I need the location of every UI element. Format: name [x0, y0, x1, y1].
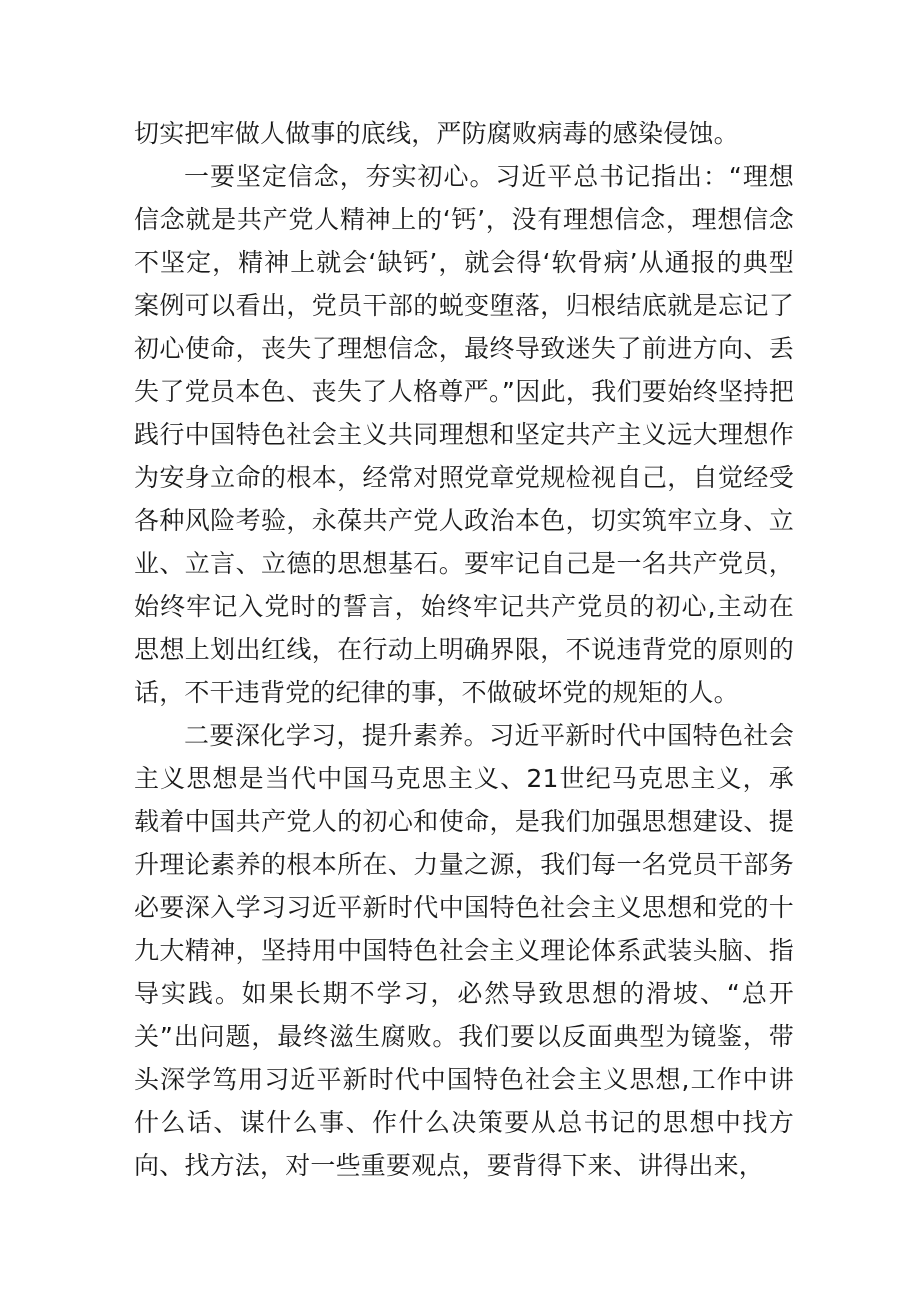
- document-body: [134, 112, 794, 1187]
- paragraph-firm-belief: 一要坚定信念，夯实初心。习近平总书记指出：“理想信念就是共产党人精神上的‘钙’，没有理想信念，理想信念不坚定，精神上就会‘缺钙’，就会得‘软骨病’从通报的典型案例可以看出，党员干部的蜕变堕落，归根结底就是忘记了初心使命，丧失了理想信念，最终导致迷失了前进方向、丢失了党员本色、丧失了人格尊严。”因此，我们要始终坚持把践行中国特色社会主义共同理想和坚定共产主义远大理想作为安身立命的根本，经常对照党章党规检视自己，自觉经受各种风险考验，永葆共产党人政治本色，切实筑牢立身、立业、立言、立德的思想基石。要牢记自己是一名共产党员，始终牢记入党时的誓言，始终牢记共产党员的初心,主动在思想上划出红线，在行动上明确界限，不说违背党的原则的话，不干违背党的纪律的事，不做破坏党的规矩的人。: [134, 162, 794, 707]
- paragraph-deepen-study: 二要深化学习，提升素养。习近平新时代中国特色社会主义思想是当代中国马克思主义、21世纪马克思主义，承载着中国共产党人的初心和使命，是我们加强思想建设、提升理论素养的根本所在、力量之源，我们每一名党员干部务必要深入学习习近平新时代中国特色社会主义思想和党的十九大精神，坚持用中国特色社会主义理论体系武装头脑、指导实践。如果长期不学习，必然导致思想的滑坡、“总开关”出问题，最终滋生腐败。我们要以反面典型为镜鉴，带头深学笃用习近平新时代中国特色社会主义思想,工作中讲什么话、谋什么事、作什么决策要从总书记的思想中找方向、找方法，对一些重要观点，要背得下来、讲得出来，: [134, 721, 794, 1180]
- paragraph-continuation: 切实把牢做人做事的底线，严防腐败病毒的感染侵蚀。: [134, 119, 739, 148]
